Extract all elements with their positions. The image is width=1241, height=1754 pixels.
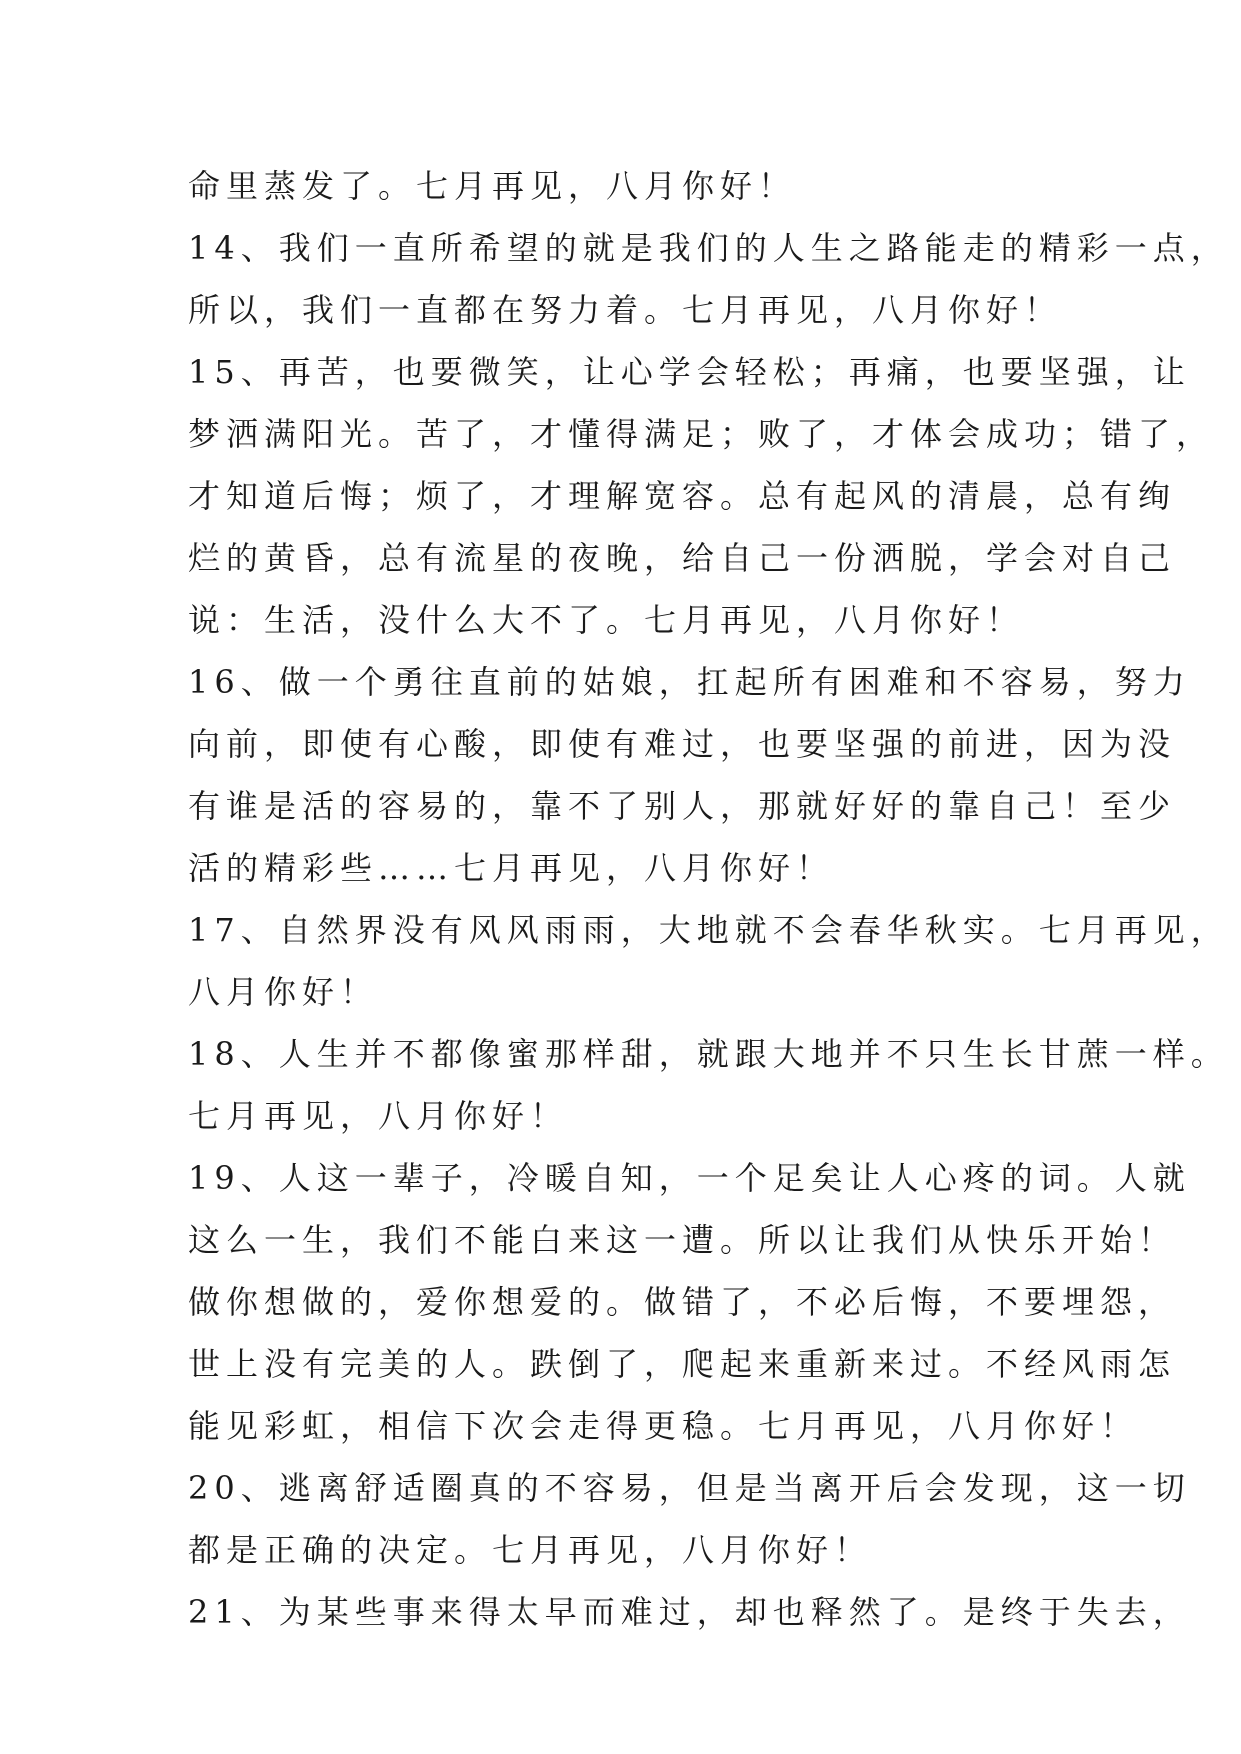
text-line: 梦洒满阳光。苦了，才懂得满足；败了，才体会成功；错了， bbox=[188, 415, 1215, 453]
text-line: 都是正确的决定。七月再见，八月你好！ bbox=[188, 1531, 873, 1569]
text-line: 活的精彩些……七月再见，八月你好！ bbox=[188, 849, 835, 887]
text-line: 做你想做的，爱你想爱的。做错了，不必后悔，不要埋怨， bbox=[188, 1283, 1177, 1321]
text-line: 八月你好！ bbox=[188, 973, 379, 1011]
text-line: 有谁是活的容易的，靠不了别人，那就好好的靠自己！至少 bbox=[188, 787, 1177, 825]
text-line: 这么一生，我们不能白来这一遭。所以让我们从快乐开始！ bbox=[188, 1221, 1177, 1259]
text-line: 17、自然界没有风风雨雨，大地就不会春华秋实。七月再见， bbox=[188, 911, 1229, 949]
text-line: 19、人这一辈子，冷暖自知，一个足矣让人心疼的词。人就 bbox=[188, 1159, 1191, 1197]
text-line: 15、再苦，也要微笑，让心学会轻松；再痛，也要坚强，让 bbox=[188, 353, 1191, 391]
text-line: 能见彩虹，相信下次会走得更稳。七月再见，八月你好！ bbox=[188, 1407, 1139, 1445]
text-line: 向前，即使有心酸，即使有难过，也要坚强的前进，因为没 bbox=[188, 725, 1177, 763]
text-line: 烂的黄昏，总有流星的夜晚，给自己一份洒脱，学会对自己 bbox=[188, 539, 1177, 577]
text-line: 才知道后悔；烦了，才理解宽容。总有起风的清晨，总有绚 bbox=[188, 477, 1177, 515]
text-line: 16、做一个勇往直前的姑娘，扛起所有困难和不容易，努力 bbox=[188, 663, 1191, 701]
text-line: 18、人生并不都像蜜那样甜，就跟大地并不只生长甘蔗一样。 bbox=[188, 1035, 1229, 1073]
text-line: 所以，我们一直都在努力着。七月再见，八月你好！ bbox=[188, 291, 1063, 329]
text-line: 七月再见，八月你好！ bbox=[188, 1097, 569, 1135]
text-line: 14、我们一直所希望的就是我们的人生之路能走的精彩一点， bbox=[188, 229, 1229, 267]
body-text bbox=[188, 155, 1229, 1643]
text-line: 命里蒸发了。七月再见，八月你好！ bbox=[188, 167, 797, 205]
text-line: 21、为某些事来得太早而难过，却也释然了。是终于失去， bbox=[188, 1593, 1191, 1631]
text-line: 20、逃离舒适圈真的不容易，但是当离开后会发现，这一切 bbox=[188, 1469, 1191, 1507]
text-line: 世上没有完美的人。跌倒了，爬起来重新来过。不经风雨怎 bbox=[188, 1345, 1177, 1383]
text-line: 说：生活，没什么大不了。七月再见，八月你好！ bbox=[188, 601, 1025, 639]
